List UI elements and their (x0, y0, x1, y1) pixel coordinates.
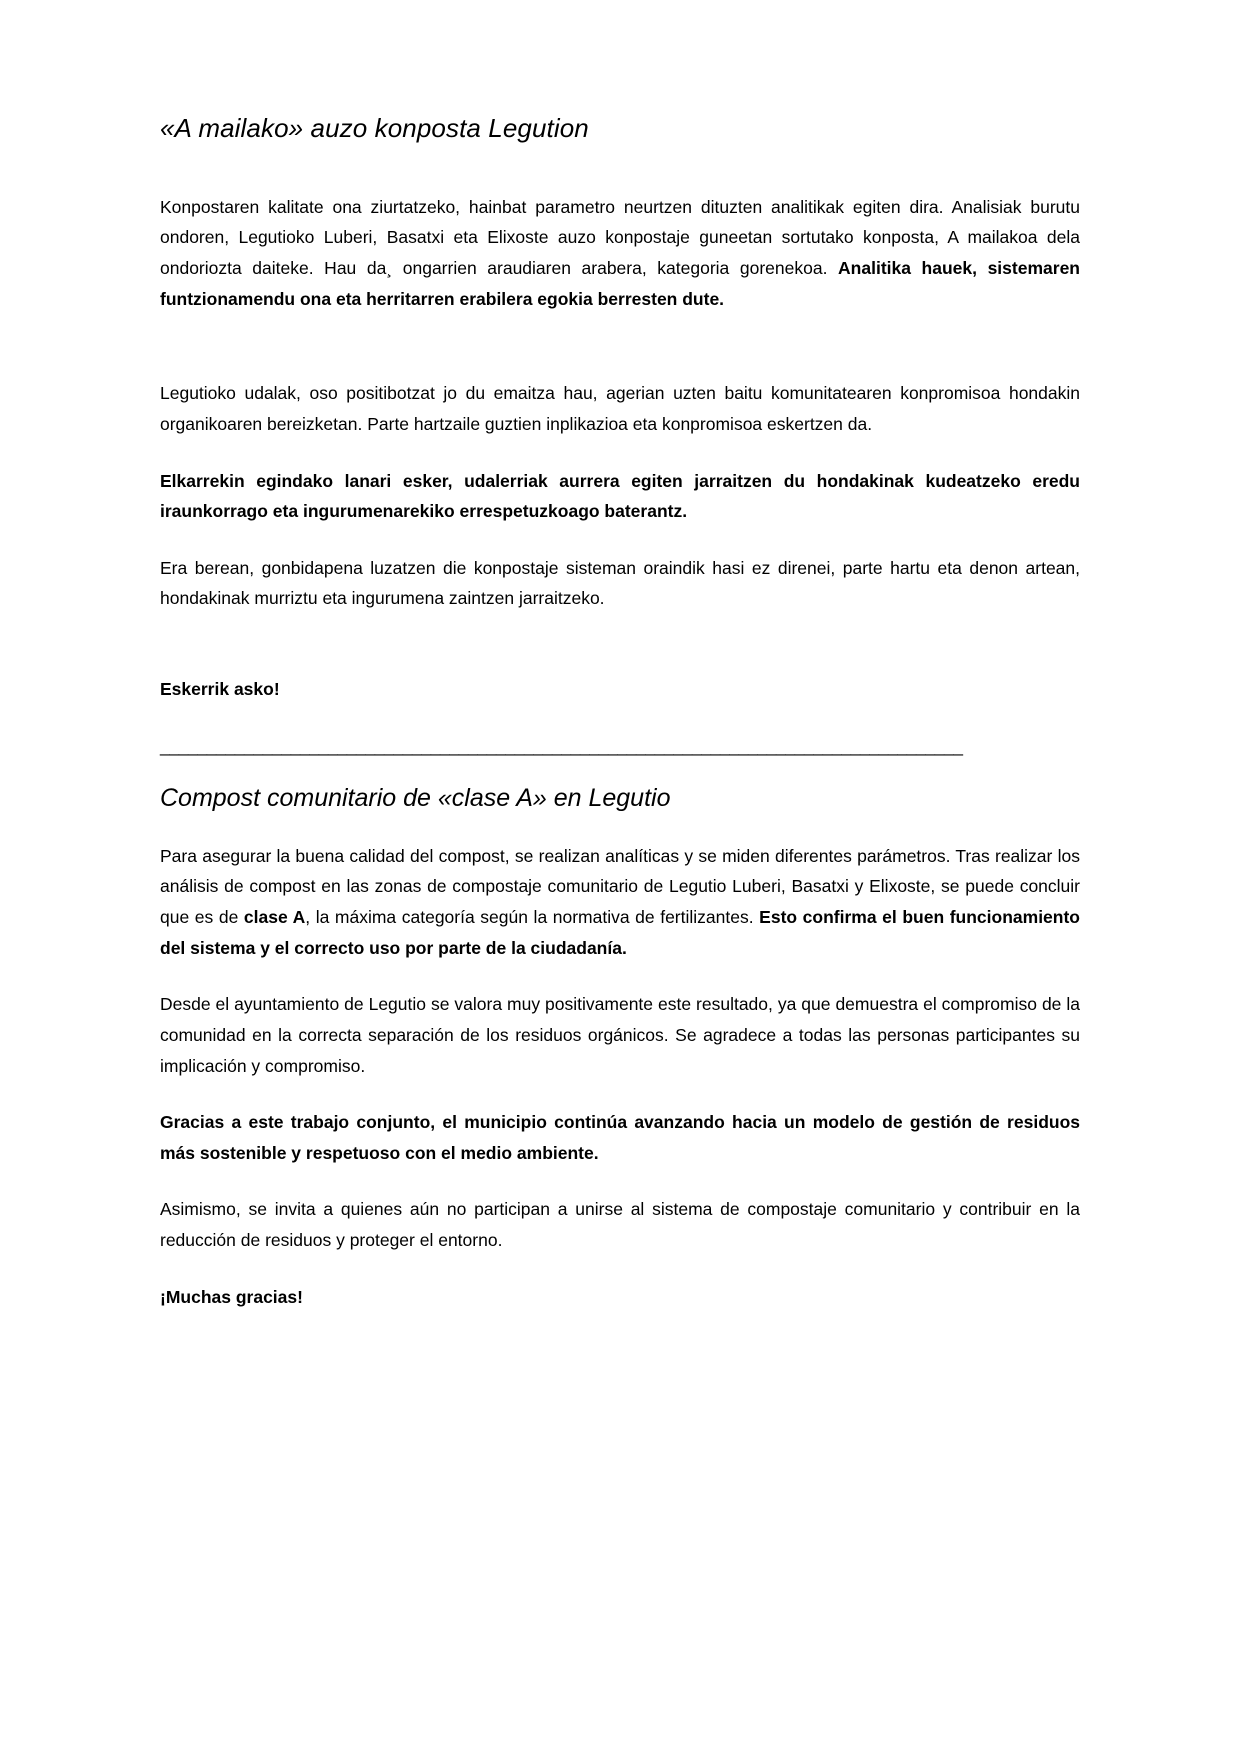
paragraph-eu-3: Elkarrekin egindako lanari esker, udalerriak aurrera egiten jarraitzen du hondakinak kudeatzeko eredu iraunkorrago eta ingurumenarekiko errespetuzkoago baterantz. (160, 470, 1080, 522)
spacer (160, 648, 1080, 674)
paragraph-eu-1-emphasis: Analitika hauek, sistemaren funtzionamendu ona eta herritarren erabilera egokia berresten dute. (160, 258, 1080, 309)
paragraph-es-1-class-emphasis: clase A (243, 907, 306, 928)
paragraph-es-4: Asimismo, se invita a quienes aún no participan a unirse al sistema de compostaje comunitario y contribuir en la reducción de residuos y proteger el entorno. (160, 1199, 1080, 1251)
paragraph-eu-4: Era berean, gonbidapena luzatzen die konpostaje sisteman oraindik hasi ez direnei, parte hartu eta denon artean, hondakinak murriztu eta ingurumena zaintzen jarraitzeko. (160, 557, 1080, 609)
paragraph-es-1 (160, 841, 1080, 964)
section-divider: ______________________________________________________________________________________ (160, 735, 963, 756)
thanks-basque: Eskerrik asko! (160, 679, 280, 700)
paragraph-eu-1 (160, 192, 1080, 315)
paragraph-es-1-emphasis: Esto confirma el buen funcionamiento del sistema y el correcto uso por parte de la ciudadanía. (160, 907, 1080, 958)
thanks-spanish: ¡Muchas gracias! (160, 1286, 303, 1307)
paragraph-es-1-text: Para asegurar la buena calidad del compost, se realizan analíticas y se miden diferentes parámetros. Tras realizar los análisis de compost en las zonas de compostaje comunitario de Legutio Luberi, Basatxi y Elixoste, se puede concluir que es de (160, 845, 1080, 928)
paragraph-es-2: Desde el ayuntamiento de Legutio se valora muy positivamente este resultado, ya que demuestra el compromiso de la comunidad en la correcta separación de los residuos orgánicos. Se agradece a todas las personas participantes su implicación y compromiso. (160, 994, 1080, 1076)
page-title-basque: «A mailako» auzo konposta Legution (160, 113, 589, 143)
paragraph-eu-2: Legutioko udalak, oso positibotzat jo du emaitza hau, agerian uzten baitu komunitatearen konpromisoa hondakin organikoaren bereizketan. Parte hartzaile guztien inplikazioa eta konpromisoa eskertzen da. (160, 383, 1080, 434)
paragraph-eu-1-text: Konpostaren kalitate ona ziurtatzeko, hainbat parametro neurtzen dituzten analitikak egiten dira. Analisiak burutu ondoren, Legutioko Luberi, Basatxi eta Elixoste auzo konpostaje guneetan sortutako konposta, A mailakoa dela ondoriozta daiteke. Hau da¸ ongarrien araudiaren arabera, kategoria gorenekoa. (160, 196, 1080, 279)
page-title-spanish: Compost comunitario de «clase A» en Legutio (160, 784, 671, 813)
spacer (160, 340, 1080, 378)
paragraph-es-1-text-cont: , la máxima categoría según la normativa de fertilizantes. (305, 907, 760, 928)
paragraph-es-3: Gracias a este trabajo conjunto, el municipio continúa avanzando hacia un modelo de gestión de residuos más sostenible y respetuoso con el medio ambiente. (160, 1112, 1080, 1163)
